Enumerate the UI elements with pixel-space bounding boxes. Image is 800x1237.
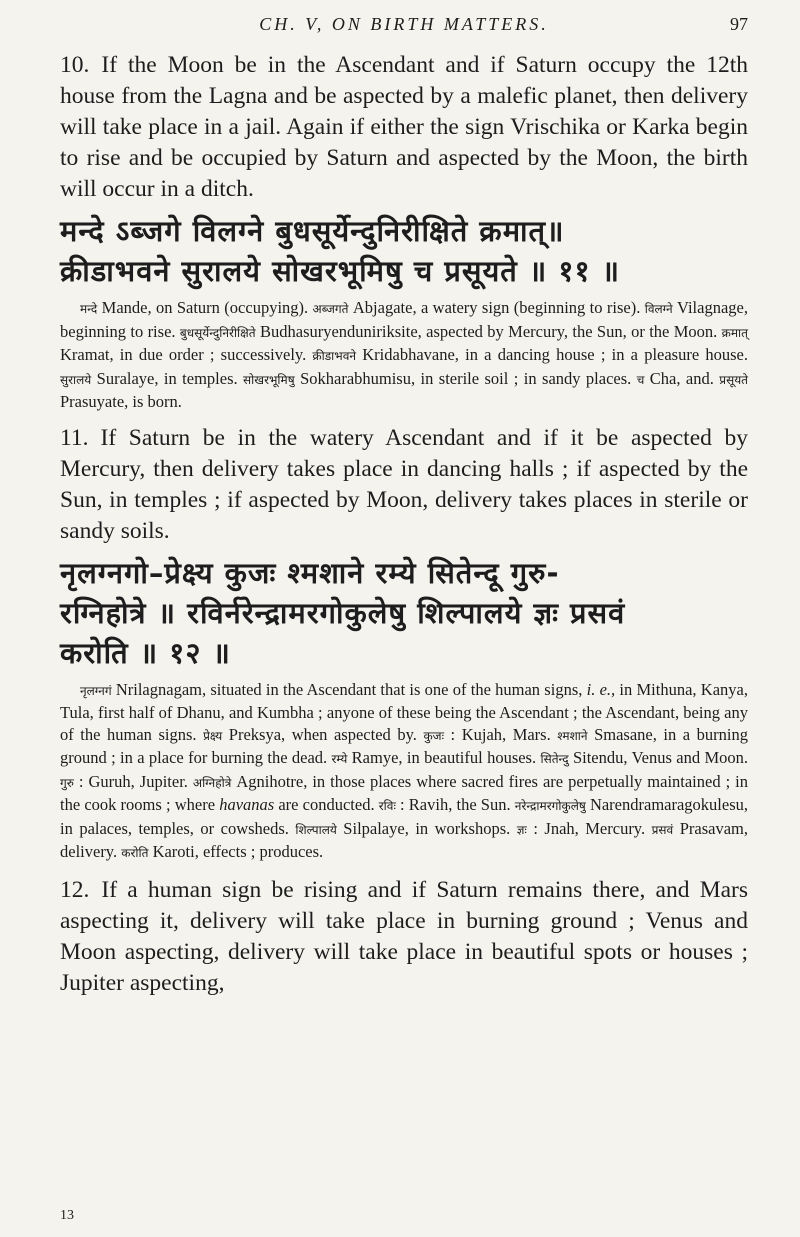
gloss-term-devanagari: बुधसूर्येन्दुनिरीक्षिते xyxy=(179,325,256,340)
signature-mark: 13 xyxy=(60,1208,74,1223)
gloss-term-devanagari: सुरालये xyxy=(60,372,92,387)
gloss-definition: Silpalaye, in workshops. xyxy=(336,818,517,838)
page-header xyxy=(60,0,748,50)
gloss-term-devanagari: सितेन्दु xyxy=(540,752,569,766)
verse-number: 11. xyxy=(60,424,89,451)
verse-number: 12. xyxy=(60,876,90,903)
gloss-term-devanagari: च xyxy=(636,372,645,387)
gloss-definition: : Jnah, Mercury. xyxy=(526,818,652,838)
gloss-term-devanagari: प्रसवं xyxy=(651,822,674,837)
page-number: 97 xyxy=(730,14,748,34)
gloss-definition-cont: in Mithuna, Kanya, Tula, first half of Dhanu, and Kumbha ; anyone of these being the Ascendant ; the Ascendant, being any of the human signs. xyxy=(60,679,748,744)
gloss-definition: Mande, on Saturn (occupying). xyxy=(97,298,313,317)
gloss-term-devanagari: ज्ञः xyxy=(516,822,527,837)
gloss-italic: i. e., xyxy=(586,679,616,699)
gloss-definition: Kramat, in due order ; successively. xyxy=(60,345,313,364)
gloss-definition: Prasuyate, is born. xyxy=(60,392,182,411)
verse-10 xyxy=(60,50,748,205)
gloss-term-devanagari: अग्निहोत्रे xyxy=(192,775,232,790)
gloss-term-devanagari: रविः xyxy=(378,799,396,813)
gloss-definition: : Kujah, Mars. xyxy=(444,724,558,744)
gloss-term-devanagari: अब्जगते xyxy=(312,302,349,316)
gloss-term-devanagari: प्रेक्ष्य xyxy=(203,728,223,743)
gloss-term-devanagari: करोति xyxy=(121,846,149,860)
gloss-term-devanagari: गुरु xyxy=(60,775,74,790)
sloka-line: करोति ॥ १२ ॥ xyxy=(60,635,231,670)
gloss-definition: Nrilagnagam, situated in the Ascendant that is one of the human signs, xyxy=(111,679,587,699)
verse-11 xyxy=(60,423,748,547)
gloss-definition: : Ravih, the Sun. xyxy=(395,795,515,814)
sloka-12 xyxy=(60,553,748,673)
verse-text: If the Moon be in the Ascendant and if Saturn occupy the 12th house from the Lagna and be aspected by a malefic planet, then delivery will take place in a jail. Again if either the sign Vrischika or Karka begin to rise and be occupied by Saturn and aspected by the Moon, the birth will occur in a ditch. xyxy=(60,52,748,202)
gloss-definition: Abjagate, a watery sign (beginning to rise). xyxy=(348,298,645,317)
gloss-12 xyxy=(60,679,748,865)
gloss-definition: Ramye, in beautiful houses. xyxy=(347,748,541,767)
gloss-definition: : Guruh, Jupiter. xyxy=(73,771,193,791)
gloss-definition: Budhasuryenduniriksite, aspected by Mercury, the Sun, or the Moon. xyxy=(255,321,722,341)
gloss-definition: Suralaye, in temples. xyxy=(91,368,244,388)
gloss-definition: Vilagnage, beginning to rise. xyxy=(60,298,748,341)
sloka-line: क्रीडाभवने सुरालये सोखरभूमिषु च प्रसूयते ॥ ११ ॥ xyxy=(60,254,621,288)
gloss-italic: havanas xyxy=(219,795,275,814)
gloss-term-devanagari: विलग्ने xyxy=(644,302,673,316)
gloss-term-devanagari: नृलग्नगं xyxy=(80,683,112,698)
gloss-term-devanagari: शिल्पालये xyxy=(295,822,337,837)
verse-12 xyxy=(60,875,748,999)
gloss-definition: Agnihotre, in those places where sacred fires are perpetually maintained ; in the cook rooms ; where xyxy=(60,771,748,814)
gloss-definition: Kridabhavane, in a dancing house ; in a pleasure house. xyxy=(356,345,748,364)
verse-text: If Saturn be in the watery Ascendant and if it be aspected by Mercury, then delivery takes place in dancing halls ; if aspected by the Sun, in temples ; if aspected by Moon, delivery takes places in sterile or sandy soils. xyxy=(60,424,748,544)
gloss-term-devanagari: प्रसूयते xyxy=(719,372,748,387)
gloss-definition: Preksya, when aspected by. xyxy=(222,724,424,744)
gloss-term-devanagari: मन्दे xyxy=(80,302,98,316)
gloss-definition: Cha, and. xyxy=(644,368,720,388)
gloss-term-devanagari: क्रमात् xyxy=(721,325,748,340)
gloss-definition: Sokharabhumisu, in sterile soil ; in sandy places. xyxy=(294,368,637,388)
gloss-definition: Karoti, effects ; produces. xyxy=(148,842,324,861)
gloss-term-devanagari: नरेन्द्रामरगोकुलेषु xyxy=(514,799,586,813)
sloka-line: रग्निहोत्रे ॥ रविर्नरेन्द्रामरगोकुलेषु शिल्पालये ज्ञः प्रसवं xyxy=(60,595,626,630)
gloss-11 xyxy=(60,297,748,413)
sloka-11 xyxy=(60,211,748,291)
gloss-term-devanagari: क्रीडाभवने xyxy=(312,349,357,363)
sloka-line: मन्दे ऽब्जगे विलग्ने बुधसूर्येन्दुनिरीक्षिते क्रमात्॥ xyxy=(60,214,565,248)
verse-text: If a human sign be rising and if Saturn remains there, and Mars aspecting it, delivery will take place in burning ground ; Venus and Moon aspecting, delivery will take place in beautiful spots or houses ; Jupiter aspecting, xyxy=(60,876,748,996)
gloss-term-devanagari: रम्ये xyxy=(331,752,348,766)
sloka-line: नृलग्नगो–प्रेक्ष्य कुजः श्मशाने रम्ये सितेन्दू गुरु- xyxy=(60,555,560,590)
gloss-definition: Smasane, in a burning ground ; in a place for burning the dead. xyxy=(60,724,748,767)
gloss-definition: Prasavam, delivery. xyxy=(60,818,748,861)
gloss-definition: Narendramaragokulesu, in palaces, temples, or cowsheds. xyxy=(60,795,748,838)
gloss-definition-cont: are conducted. xyxy=(274,795,379,814)
gloss-term-devanagari: श्मशाने xyxy=(557,728,588,743)
gloss-term-devanagari: कुजः xyxy=(423,728,444,743)
gloss-definition: Sitendu, Venus and Moon. xyxy=(568,748,748,767)
running-head: CH. V, ON BIRTH MATTERS. xyxy=(259,14,549,34)
verse-number: 10. xyxy=(60,52,90,78)
gloss-term-devanagari: सोखरभूमिषु xyxy=(243,372,295,387)
